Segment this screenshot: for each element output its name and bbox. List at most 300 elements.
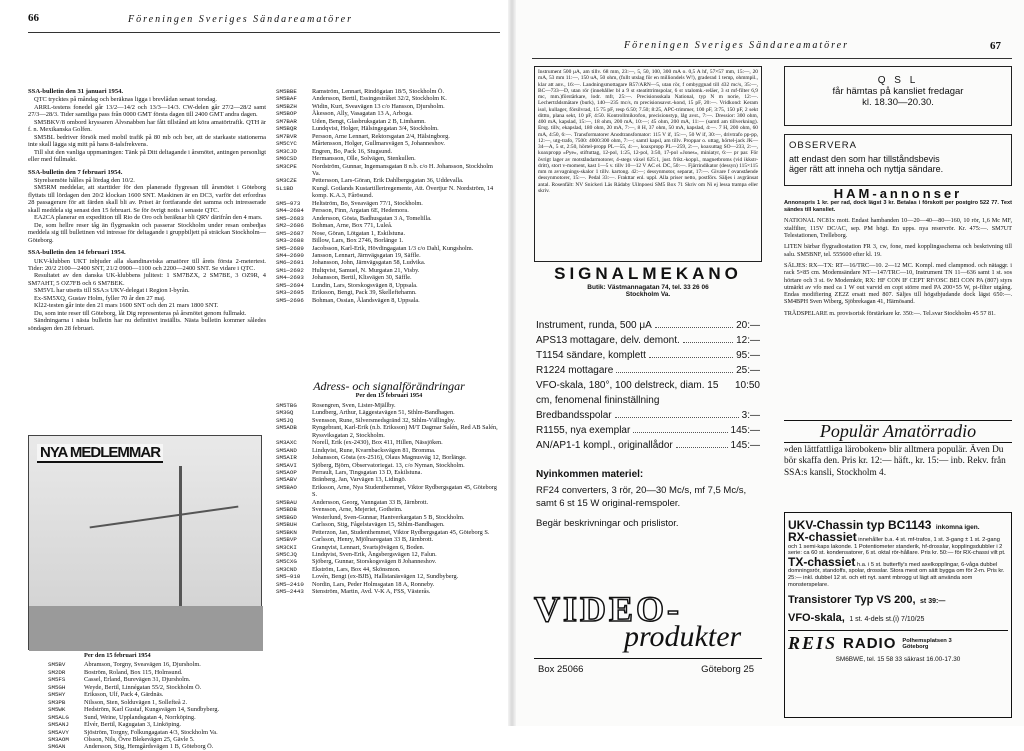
member-call: SM5BQR bbox=[276, 125, 297, 133]
price-leader bbox=[616, 363, 733, 373]
member-call: SM3CKI bbox=[276, 543, 297, 551]
member-row bbox=[276, 402, 502, 409]
member-text: Petterzon, Jan, Studenthemmet, Viktor Rydbergsgatan 45, Göteborg S. bbox=[312, 528, 490, 536]
member-row bbox=[276, 245, 502, 252]
bulletins-column bbox=[28, 88, 266, 428]
bulletin-paragraph: De, som hellre reser tåg än flygmaskin och passerar Stockholm under resan ombedjas meddela sig till bulletinen vid intresse för deltagande i gruppbiljett på sträckan Stockholm—Göteborg. bbox=[28, 221, 266, 244]
member-text: Jacobsson, Karl-Erik, Hövdingagatan 1/3 c/o Dahl, Kungsholm. bbox=[312, 244, 474, 252]
bulletin-paragraph: Kl22-testen går inte den 21 mars 1600 SNT och den 21 mars 1800 SNT. bbox=[34, 302, 219, 310]
observera-title: OBSERVERA bbox=[789, 140, 857, 151]
member-row bbox=[276, 581, 502, 588]
member-call: SM6CSD bbox=[276, 155, 297, 163]
price-row bbox=[536, 363, 760, 378]
member-text: Perrault, Lars, Tingsgatan 13 D, Eskilstuna. bbox=[312, 468, 423, 476]
member-row bbox=[276, 140, 502, 147]
member-row bbox=[276, 521, 502, 528]
members-list bbox=[276, 88, 502, 393]
ham-item: TRÅDSPELARE m. provisorisk förstärkare kr. 350:—. Tel.svar Stockholm 45 57 81. bbox=[784, 309, 996, 317]
member-call: SM7BAR bbox=[276, 117, 297, 125]
member-text: Heltström, Bo, Sveavägen 77/1, Stockholm. bbox=[312, 199, 423, 207]
member-call: SM3CPE bbox=[276, 162, 297, 170]
rx-chassi-title: RX-chassiet bbox=[788, 530, 857, 544]
price-leader bbox=[615, 408, 739, 418]
member-text: Widin, Kurt, Sveavägen 13 c/o Hansson, Djursholm. bbox=[312, 102, 445, 110]
member-call: SM5HY bbox=[48, 691, 66, 699]
price-value: 3:— bbox=[741, 410, 760, 421]
member-row bbox=[276, 177, 502, 184]
bulletin-paragraph: UKV-klubben UKT inbjuder alla skandinaviska amatörer till årets första 2-metertest. Tider: 20/2 2100—2400 SNT, 21/2 0900—1100 och 2200—2400 SNT. Se vidare i QTC. bbox=[28, 257, 266, 272]
bulletin-paragraph: Ex-SM5XQ, Gustav Holm, fyller 70 år den 27 maj. bbox=[34, 294, 166, 302]
price-value: 95:— bbox=[736, 350, 760, 361]
member-row bbox=[276, 469, 502, 476]
bulletin-paragraph: Resultatet av den danska UK-klubbens julitest: 1 SM7BZX, 2 SM7BE, 3 OZ9R, 4 SM7AHT, 5 OZ7FB och 6 SM7BEK. bbox=[28, 272, 266, 287]
antenna-wire bbox=[90, 506, 239, 529]
member-text: Eriksson, Bengt, Pack 39, Skelleftehamn. bbox=[312, 289, 417, 297]
member-row bbox=[276, 230, 502, 237]
member-row bbox=[276, 447, 502, 454]
member-text: Carlsson, Henry, Mjölnaregatan 33 B, Järnbrott. bbox=[312, 536, 434, 544]
member-row bbox=[276, 185, 502, 200]
member-text: Weyde, Bertil, Linnégatan 55/2, Stockholm Ö. bbox=[84, 683, 202, 691]
member-call: SM5—2687 bbox=[276, 229, 304, 237]
signalmekano-address: Butik: Västmannagatan 74, tel. 33 26 06 bbox=[587, 284, 709, 291]
member-call: SM5—973 bbox=[276, 199, 301, 207]
member-row bbox=[276, 148, 502, 155]
page-number-right: 67 bbox=[990, 40, 1001, 52]
price-row bbox=[536, 348, 760, 363]
member-row bbox=[276, 551, 502, 558]
member-row bbox=[276, 297, 502, 304]
member-call: SM6—2691 bbox=[276, 259, 304, 267]
member-text: Andersson, Georg, Vanngatan 33 B, Järnbrott. bbox=[312, 498, 429, 506]
price-leader bbox=[655, 318, 733, 328]
price-row bbox=[536, 378, 760, 408]
member-text: Ryngebrant, Karl-Erik (n.b. Eriksson) M/T Dagmar Salén, Red AB Salén, Ryssviksgatan 2, Stockholm. bbox=[312, 424, 498, 439]
member-call: SM5AOP bbox=[276, 468, 297, 476]
member-call: SM5BVP bbox=[276, 536, 297, 544]
member-call: SM5—2683 bbox=[276, 214, 304, 222]
member-text: Sjöberg, Björn, Observatoriegat. 13, c/o Nyman, Stockholm. bbox=[312, 461, 465, 469]
member-call: SM5AIR bbox=[276, 454, 297, 462]
member-call: SM5AVI bbox=[276, 461, 297, 469]
member-text: Boström, Roland, Box 115, Holmsund. bbox=[84, 668, 183, 676]
member-call: SM5—910 bbox=[276, 573, 301, 581]
member-call: SM4—2684 bbox=[276, 207, 304, 215]
right-page bbox=[512, 0, 1024, 726]
member-text: Lundin, Lars, Storskogsvägen 8, Uppsala. bbox=[312, 281, 418, 289]
member-row bbox=[276, 499, 502, 506]
member-call: SM5—2410 bbox=[276, 580, 304, 588]
member-row bbox=[276, 133, 502, 140]
ham-item: SÄLJES: RX—TX: RT—16/TRC—10. 2—12 MC. Kompl. med clampmod. och nätaggr. i rack 5×85 cm. Modemsändare NT—147/TRC—10, Instrument TN 11—636 samt 1 st. sos hörtare och 3 st. 6v Modemkör, RX: HF CON IF CEPT RF/OSC BEI CON PA (807) styrs utmärkt av vfo med ca 1 W out varvid en copt större med PA 200×55 W, pi-filter utgång. Endas modifiering ZE2Z ersatt med 807. Säljes till högstbjudande dock lägst 650:—. SM4BPH Sven Wiberg, Sjöbrekagan 41, Härnösand. bbox=[784, 261, 1012, 306]
member-text: Granqvist, Lennart, Svartsjövägen 6, Boden. bbox=[312, 543, 425, 551]
member-text: Eriksson, Arne, Nya Studenthemmet, Viktor Rydbergsgatan 45, Göteborg S. bbox=[312, 483, 497, 499]
member-row bbox=[276, 200, 502, 207]
member-row bbox=[48, 691, 280, 698]
qsl-title: Q S L bbox=[877, 75, 919, 86]
price-leader bbox=[676, 438, 728, 448]
member-text: Lindqvist, Rune, Kvarnbacksvägen 81, Bromma. bbox=[312, 446, 436, 454]
member-text: Rosengren, Sven, Lister-Mjällby. bbox=[312, 401, 396, 409]
member-call: SM1—2692 bbox=[276, 266, 304, 274]
member-call: SM2DR bbox=[48, 668, 66, 676]
price-item: R1224 mottagare bbox=[536, 365, 614, 376]
member-row bbox=[276, 118, 502, 125]
member-row bbox=[276, 237, 502, 244]
bulletin-title: SSA-bulletin den 14 februari 1954. bbox=[28, 249, 126, 257]
member-row bbox=[276, 536, 502, 543]
member-row bbox=[276, 588, 502, 595]
member-text: Carlsson, Stig, Fågelstavägen 15, Sthlm-Bandhagen. bbox=[312, 521, 445, 529]
member-text: Uden, Bengt, Glasbruksgatan 2 B, Limhamn. bbox=[312, 117, 426, 125]
price-row bbox=[536, 408, 760, 423]
member-text: Mårtensson, Holger, Gullmarsvägen 5, Johanneshov. bbox=[312, 140, 445, 148]
member-call: SM5GH bbox=[48, 683, 66, 691]
new-members-photo bbox=[28, 435, 262, 650]
popular-title: Populär Amatörradio bbox=[784, 420, 1012, 443]
member-text: Bohman, Ossian, Ålandsvägen 8, Uppsala. bbox=[312, 296, 420, 304]
ham-annonser bbox=[784, 186, 1012, 414]
bulletin-paragraph: SM5VL har utsetts till SSA:s UKV-delegat i Region I-byrån. bbox=[34, 287, 190, 295]
price-leader bbox=[683, 333, 733, 343]
news-heading: Nyinkommen materiel: bbox=[536, 469, 644, 480]
running-header-right: Föreningen Sveriges Sändareamatörer bbox=[624, 40, 849, 51]
member-call: SM4—2693 bbox=[276, 274, 304, 282]
member-text: Stenström, Martin, Avd. V-K A, FSS, Västerås. bbox=[312, 588, 431, 596]
member-row bbox=[276, 282, 502, 289]
qsl-ad bbox=[784, 66, 1012, 126]
member-call: SM5BAO bbox=[276, 483, 297, 491]
price-value: 12:— bbox=[736, 335, 760, 346]
price-value: 10:50 bbox=[734, 380, 760, 391]
bulletin-paragraph: ARRL-testens fonedel går 13/2—14/2 och 13/3—14/3. CW-delen går 27/2—28/2 samt 27/3—28/3. Tider samtliga pass från 0000 GMT första dagen till 2400 GMT andra dagen. bbox=[28, 103, 266, 119]
price-row bbox=[536, 333, 760, 348]
price-item: Instrument, runda, 500 μA bbox=[536, 320, 652, 331]
member-call: SM5BAF bbox=[276, 95, 297, 103]
price-value: 25:— bbox=[736, 365, 760, 376]
member-row bbox=[276, 267, 502, 274]
member-text: Engren, Bo, Pack 16, Stugsund. bbox=[312, 147, 393, 155]
member-text: Lundberg, Arthur, Läggestavägen 51, Sthlm-Bandhagen. bbox=[312, 409, 455, 417]
member-row bbox=[276, 259, 502, 266]
members2-list bbox=[48, 652, 280, 751]
member-row bbox=[48, 714, 280, 721]
member-call: SM5BUH bbox=[276, 521, 297, 529]
member-row bbox=[48, 721, 280, 728]
member-row bbox=[48, 676, 280, 683]
member-row bbox=[276, 125, 502, 132]
member-call: SM3CZE bbox=[276, 177, 297, 185]
member-text: Lundqvist, Holger, Hälsingegatan 3/4, Stockholm. bbox=[312, 125, 439, 133]
member-call: SM5ABV bbox=[276, 476, 297, 484]
bulletin-paragraph: Du, som inte reser till Göteborg, låt Dig representeras på årsmötet genom fullmakt. bbox=[34, 309, 247, 317]
member-text: Nordin, Lars, Peder Holmsgatan 18 A, Ronneby. bbox=[312, 580, 435, 588]
member-call: SM5BKN bbox=[276, 528, 297, 536]
video-logo: VIDEO- bbox=[534, 589, 683, 629]
signalmekano-name: SIGNALMEKANO bbox=[554, 264, 742, 283]
member-row bbox=[276, 573, 502, 580]
member-row bbox=[276, 222, 502, 229]
photo-banner: NYA MEDLEMMAR bbox=[37, 444, 163, 463]
price-item: T1154 sändare, komplett bbox=[536, 350, 646, 361]
ham-item: NATIONAL NC81x mott. Endast hambanden 10—20—40—80—160, 10 rör, 1,6 Mc MF, xtalfilter, 115V DC/AC, sep. PM högt. En upps. nya reservrör. Kr. 475:—. SM7UT Telestationen, Trelleborg. bbox=[784, 217, 1012, 240]
price-item: APS13 mottagare, delv. demont. bbox=[536, 335, 680, 346]
member-call: SM5—2694 bbox=[276, 281, 304, 289]
member-text: Jansson, Lennart, Järnvägsgatan 19, Säffle. bbox=[312, 251, 421, 259]
member-row bbox=[48, 729, 280, 736]
member-text: Sjöberg, Gunnar, Storskogsvägen 8 Johanneshov. bbox=[312, 558, 437, 566]
member-call: SM5—2696 bbox=[276, 296, 304, 304]
member-call: SM5BBE bbox=[276, 88, 297, 95]
header-rule bbox=[28, 32, 500, 33]
member-row bbox=[276, 417, 502, 424]
bulletin-paragraph: Styrelsemöte hålles på lördag den 10/2. bbox=[34, 176, 135, 184]
member-text: Norell, Erik (ex-2430), Box 411, Hillen, Nässjöken. bbox=[312, 439, 443, 447]
member-text: Nilsson, Sten, Solduvägen 1, Sollefteå 2. bbox=[84, 698, 188, 706]
member-row bbox=[276, 544, 502, 551]
signalmekano-ad bbox=[534, 264, 762, 312]
member-text: Hedström, Karl Gustaf, Kungsvägen 14, Sundbyberg. bbox=[84, 706, 220, 714]
member-call: SM3—2688 bbox=[276, 237, 304, 245]
member-row bbox=[276, 289, 502, 296]
video-produkter: produkter bbox=[624, 620, 742, 653]
price-leader bbox=[649, 348, 733, 358]
member-text: Svensson, Arne, Mejeriet, Gotheim. bbox=[312, 506, 403, 514]
member-text: Ramström, Lennart, Rindögatan 18/5, Stockholm Ö. bbox=[312, 88, 445, 95]
member-row bbox=[276, 88, 502, 95]
page-number-left: 66 bbox=[28, 12, 39, 24]
member-row bbox=[276, 409, 502, 416]
member-text: Andersson, Gösta, Badhusgatan 3 A, Tomelilla. bbox=[312, 214, 432, 222]
observera-line1: att endast den som har tillståndsbevis bbox=[789, 154, 940, 164]
bulletin-paragraph: SM5BL bedriver försök med mobil trafik på 80 mb och ber, att de starkaste stationerna inte skall lägga sig mitt på hans 8-talsfrekvens. bbox=[28, 133, 266, 149]
running-header-left: Föreningen Sveriges Sändareamatörer bbox=[128, 14, 353, 25]
member-text: Pettersson, Lars-Göran, Erik Dahlbergsgatan 36, Uddevalla. bbox=[312, 177, 464, 185]
instrument-ad: Instrument 500 μA, am tillv. 68 mm, 23:—, 5, 50, 100, 300 mA o. 0,5 A hf, 57×57 mm, 15:—, 20 mA, 53 mm 11:—, 150 uA, 50 ohm, (fullt utslag för en milliondels W!), graderad 1 temp, ohmmpil., klar att anv., 16:—. Landningsmottagare R57/ARN—5, utan rör, f ombyggnad till 432 mc/s, 35:—, BC—733—D, utan rör (innehåller bl a 9 st steatittrimspolar, 6 st xtalomk.-reläer, 3 st mf-filter 6,9 mc, mm.)förstärkare, lodr. mfr, 25:—. Precisionsskala National, typ N m norie, 12:—. Lechertrådsmätare (burk), 140—235 mc/s, m precisionsavst.-kond, 15 pF, 20:—. Vridkond: Keram isol, kullager, försilvrad, 15 75 pF, resp 6.50; 7.50; 8:25, APC-trimmer, 100 pF, 3:75, 150 pF, 2 sekt dittto, plana sekt, 10 pF, 4:50. Kontrollmikrofon, precisionstyp, låg avst., 7:—. Dressior: 300 ohm, 400 mA, kapslad, 15:—, 18 ohm, 200 mA, 10:—; 45 ohm, 200 mA, 11:— (samtl am tillverkning). Ersg. tillv, ekapslad, 180 ohm, 20 mA, 7:—, 8 H, 37 ohm, 50 mA, kapslad, 4:—. 7 H, 200 ohm, 60 mA, 4:50, 6:—. Transformatorer Anodtransfomator: 115 V if, 15:—, 50 W if, 30:—, drivtrafo pp-pp, 12:—, utg-trafo, 7500: 4000:300 ohm, 7:—; samtl kapsl, am tillv. Proppar o. uttag, hörtel-jack JK—34—A, 5 st, 2:50, hörtel-propp PL—55, 4:—, koaxpropp PL—259, 2:—, koaxuttag SO—233, 2:—, koaxpropp »Pye», stiftuttag, 12-pol, 1:25, 12-pol, 3:50, 17-pol »Jones», miniatyr, 6:— pr par. För övrigt lager av motståndarmotorer, 4-stegs växel 625:1, just. frikt.-koppl., magnetbroms (vid ikkstr-dritt), stort v-moment, kast 1—5 v. tillv 10—12 V AC el. DC, 50:—. Fjärrindikator (dessyn) 115×115 mm m avvagnings-skalor 1 tillv. kartong. 42:—; dessynmotor, separat, 17:—. Givare f ovanstående dessynmotorer, 15:—. Pedal 33:—. Frakttar enl. uppl. Alla priser netto, postförs. Säljes i avgränsat antal. Rosenfält: NV Snickeri Läs Rädaby Uilnpoesi SM5 Box 71 Skriv om Ni ej lessa trampa eller skriv. bbox=[534, 66, 762, 262]
member-call: SM5WK bbox=[48, 706, 66, 714]
member-call: SM5—2443 bbox=[276, 588, 304, 596]
bulletin-title: SSA-bulletin den 7 februari 1954. bbox=[28, 168, 123, 176]
changes-heading: Adress- och signalförändringar bbox=[313, 379, 465, 393]
member-text: Nordström, Gunnar, Ingemansgatan 8 n.b. c/o H. Johansson, Stockholm Va. bbox=[312, 162, 493, 177]
vfo-text: 1 st. 4-dels st.(i) 7/10/25 bbox=[849, 616, 925, 624]
member-row bbox=[276, 529, 502, 536]
ham-intro: Annonspris 1 kr. per rad, dock lägst 3 kr. Betalas i förskott per postgiro 522 77. Text sändes till kansliet. bbox=[784, 200, 1012, 213]
bulletin-paragraph: SM5BKV/8 ombord kryssaren Älvsnabben har fått tillstånd att köra amatörtrafik. QTH är f. n. Mexikanska Golfen. bbox=[28, 118, 266, 134]
transistor-title: Transistorer Typ VS 200, bbox=[788, 594, 916, 607]
member-call: SM5BZH bbox=[276, 102, 297, 110]
member-call: SM5AVY bbox=[48, 728, 69, 736]
member-text: Lovén, Bengt (ex-BJB), Hallstanäsvägen 12, Sundbyberg. bbox=[312, 573, 459, 581]
price-row bbox=[536, 423, 760, 438]
price-item: R1155, nya exemplar bbox=[536, 425, 631, 436]
member-row bbox=[48, 743, 280, 750]
reis-footer: SM6BWE, tel. 15 58 33 säkrast 16.00-17.30 bbox=[835, 656, 961, 664]
pricelist-request: Begär beskrivningar och prislistor. bbox=[536, 518, 679, 529]
tx-chassi-text: h.a. i 5 st. butterfly's med axelkopplingar, 6-våga dubbel domningsrör, standoffs, spolar, drosslar. Stora mest om sätt bygga om för 2-m. Pris kr. 25:— inkl. dubbel 12 st. och ett nyt. samt mbrogg ut lägt att använda som monsterspelare. bbox=[788, 561, 1005, 588]
member-row bbox=[276, 110, 502, 117]
member-text: Westerlund, Sven-Gunnar, Hantverkargatan 5 B, Stockholm. bbox=[312, 513, 465, 521]
member-call: SM4—2690 bbox=[276, 251, 304, 259]
transistor-price: st 39:— bbox=[920, 598, 946, 606]
member-row bbox=[276, 558, 502, 565]
member-call: SM5AND bbox=[276, 446, 297, 454]
member-text: Sund, Weine, Upplandsgatan 4, Norrköping. bbox=[84, 713, 196, 721]
tx-chassi-title: TX-chassiet bbox=[788, 554, 856, 569]
observera-line2: äger rätt att inneha och nyttja sändare. bbox=[789, 164, 944, 174]
member-call: SM2—2686 bbox=[276, 222, 304, 230]
member-text: Hermansson, Olle, Solvägen, Stenkullen. bbox=[312, 155, 416, 163]
price-item: AN/AP1-1 kompl., originallådor bbox=[536, 440, 673, 451]
video-ad bbox=[534, 590, 762, 690]
member-text: Elvér, Bertil, Kagugatan 3, Linköping. bbox=[84, 721, 181, 729]
popular-body: »den lättfattliga läroboken» blir alltmera populär. Även Du bör skaffa den. Pris kr. 12:— häft., kr. 15:— inb. Rekv. från SSA:s kansli, Stockholm 4. bbox=[784, 445, 1006, 478]
member-row bbox=[276, 566, 502, 573]
member-row bbox=[276, 207, 502, 214]
members2-date: Per den 15 februari 1954 bbox=[84, 652, 151, 659]
member-row bbox=[276, 95, 502, 102]
rx-chassi-text: innehåller b.a. 4 st. mf-trafos, 1 st. 3-gang ± 1 st. 2-gang och 1 semi-kaps lakonde. 1 Potentiometer standerik, hf-drosslar, kopplingsdubbler i 2 serie: ca 60 st. kondensatorer, 6 st. oktal rör-hållare. Pris kr. 50:— för RX-chassi vilt pt. bbox=[788, 537, 1006, 557]
member-call: SM5BV bbox=[48, 661, 66, 669]
ukv-title: UKV-Chassin typ BC1143 bbox=[788, 518, 932, 532]
member-row bbox=[48, 699, 280, 706]
member-call: SM5BAU bbox=[276, 498, 297, 506]
member-row bbox=[48, 684, 280, 691]
price-list-ad bbox=[534, 316, 762, 588]
book-gutter bbox=[508, 0, 516, 726]
reis-radio: RADIO bbox=[843, 635, 897, 653]
bulletin-paragraph: SM5RM meddelar, att starttider för den planerade flygresan till årsmötet i Göteborg flyttats till lördagen den 20/2 klockan 1600 SNT. Maskinen är en DC3, varför det erfordras 28 passagerare för att färden skall bli av. Priset är fortfarande det samma och intresserade skall meddela sig senast den 15 februari. Se för övrigt notis i senaste QTC. bbox=[28, 184, 266, 214]
video-rule bbox=[534, 658, 762, 659]
member-text: Andersson, Bertil, Essingestråket 32/2, Stockholm K. bbox=[312, 95, 447, 103]
member-text: Abramson, Torgny, Sveavägen 16, Djursholm. bbox=[84, 661, 201, 669]
member-call: SM5CXG bbox=[276, 558, 297, 566]
member-call: SM5ANJ bbox=[48, 721, 69, 729]
member-row bbox=[276, 454, 502, 461]
member-call: SM5BOP bbox=[276, 110, 297, 118]
member-row bbox=[276, 163, 502, 178]
reis-logo: REIS bbox=[788, 633, 838, 654]
bulletin-paragraph: QTC trycktes på måndag och beräknas ligga i brevlådan senast torsdag. bbox=[34, 96, 217, 104]
member-call: SM3AOM bbox=[48, 735, 69, 743]
reis-address: Polhemsplatsen 3 Göteborg bbox=[902, 637, 952, 650]
member-text: Billow, Lars, Box 2746, Borlänge 1. bbox=[312, 237, 404, 245]
member-row bbox=[276, 215, 502, 222]
member-row bbox=[48, 736, 280, 743]
bulletin-paragraph: Till slut den vanliga uppmaningen: Tänk på Ditt deltagande i årsmötet, antingen personligt eller med fullmakt. bbox=[28, 148, 266, 164]
member-call: SM5FS bbox=[48, 676, 66, 684]
member-text: Bohman, Arne, Box 771, Luleå. bbox=[312, 222, 393, 230]
observera-ad bbox=[784, 134, 1012, 186]
member-text: Bränberg, Jan, Varvägen 13, Lidingö. bbox=[312, 476, 407, 484]
popular-ad bbox=[784, 420, 1012, 502]
price-leader bbox=[633, 423, 727, 433]
member-row bbox=[276, 462, 502, 469]
vfo-title: VFO-skala, bbox=[788, 612, 845, 625]
ham-item: LITEN bärbar flygradiostation FR 3, cw, fone, med kopplingsschema och beskrivning till salu. SM5BNF, tel. 555600 efter kl. 19. bbox=[784, 243, 1012, 258]
member-text: Ekström, Lars, Box 44, Skönsmon. bbox=[312, 565, 401, 573]
price-item: VFO-skala, 180°, 100 delstreck, diam. 15 cm, fenomenal fininställning bbox=[536, 380, 719, 406]
changes-date: Per den 15 februari 1954 bbox=[355, 392, 423, 400]
member-text: Nose, Göran, Lötgatan 1, Eskilstuna. bbox=[312, 229, 406, 237]
price-row bbox=[536, 438, 760, 453]
price-value: 145:— bbox=[730, 440, 760, 451]
member-row bbox=[276, 155, 502, 162]
news-text: RF24 converters, 3 rör, 20—30 Mc/s, mf 7,5 Mc/s, samt 6 st 15 W original-remspoler. bbox=[536, 485, 747, 509]
member-call: SM7BVR bbox=[276, 132, 297, 140]
price-value: 20:— bbox=[736, 320, 760, 331]
member-text: Johansson, Bertil, Klisvägen 30, Säffle. bbox=[312, 274, 412, 282]
member-call: SM5BGD bbox=[276, 513, 297, 521]
member-text: Cassel, Erland, Burevägen 31, Djursholm. bbox=[84, 676, 191, 684]
member-row bbox=[276, 514, 502, 521]
member-text: Svensson, Rune, Silversmedsgränd 32, Sthlm-Vällingby. bbox=[312, 416, 456, 424]
member-row bbox=[48, 706, 280, 713]
qsl-line2: kl. 18.30—20.30. bbox=[862, 97, 934, 108]
price-row bbox=[536, 318, 760, 333]
member-call: SM5CYC bbox=[276, 140, 297, 148]
member-text: Johansson, John, Järnvägsgatan 58, Ludvika. bbox=[312, 259, 426, 267]
member-row bbox=[48, 669, 280, 676]
member-row bbox=[276, 424, 502, 439]
bulletin-paragraph: EA2CA planerar en expedition till Rio de Oro och beräknar bli QRV därifrån den 4 mars. bbox=[34, 214, 263, 222]
member-text: Johansson, Gösta (ex-2516), Olaus Magnusväg 12, Borlänge. bbox=[312, 454, 467, 462]
member-row bbox=[276, 274, 502, 281]
member-text: Kungl. Gotlands Kustartilleriregemente, Att. Övertjur N. Nordström, 14 komp. K.A.3, Fårösund. bbox=[312, 184, 494, 200]
member-row bbox=[276, 439, 502, 446]
ham-title: HAM-annonser bbox=[833, 186, 963, 201]
member-call: SM5TBG bbox=[276, 401, 297, 409]
member-text: Eriksson, Ulf, Pack 4, Gärdnäs. bbox=[84, 691, 164, 699]
member-row bbox=[276, 252, 502, 259]
member-call: SM5JQ bbox=[276, 416, 294, 424]
member-text: Lindqvist, Sven-Erik, Ängsbergsvägen 12, Falun. bbox=[312, 550, 437, 558]
member-call: SM3AXC bbox=[276, 439, 297, 447]
member-call: SM3GQ bbox=[276, 409, 294, 417]
member-call: SM3CND bbox=[276, 565, 297, 573]
member-call: SM6AN bbox=[48, 743, 66, 751]
rooftops bbox=[29, 606, 263, 651]
member-text: Sjöström, Torgny, Folkungagatan 4/3, Stockholm Va. bbox=[84, 728, 218, 736]
member-call: SM3PB bbox=[48, 698, 66, 706]
video-city: Göteborg 25 bbox=[701, 664, 754, 675]
member-text: Persson, Arne Lennart, Rektorsgatan 2/4, Hälsingborg. bbox=[312, 132, 450, 140]
member-text: Andersson, Stig, Hemgårdsvägen 1 B, Göteborg Ö. bbox=[84, 743, 214, 751]
member-call: SM5ALG bbox=[48, 713, 69, 721]
member-call: SM5—2689 bbox=[276, 244, 304, 252]
ukv-title-suffix: inkomna igen. bbox=[935, 524, 980, 531]
member-call: SM5CJQ bbox=[276, 550, 297, 558]
changes-list bbox=[276, 380, 502, 726]
member-text: Hultqvist, Samuel, N. Murgatan 21, Visby. bbox=[312, 266, 420, 274]
member-row bbox=[276, 506, 502, 513]
member-text: Åkesson, Ally, Vasagatan 13 A, Arboga. bbox=[312, 110, 413, 118]
header-rule-right bbox=[532, 58, 1012, 59]
member-text: Persson, Finn, Argatan 6E, Hedemora. bbox=[312, 207, 409, 215]
qsl-line1: får hämtas på kansliet fredagar bbox=[832, 86, 964, 97]
member-text: Olsson, Nils, Övre Blekevägen 25, Gävle 5. bbox=[84, 735, 195, 743]
price-value: 145:— bbox=[730, 425, 760, 436]
bulletin-paragraph: Sändningarna i nästa bulletin har nu definitivt inställts. Nästa bulletin kommer således söndagen den 28 februari. bbox=[28, 317, 266, 332]
bulletin-title: SSA-bulletin den 31 januari 1954. bbox=[28, 88, 124, 95]
price-item: Bredbandsspolar bbox=[536, 410, 612, 421]
member-call: SM3—2695 bbox=[276, 289, 304, 297]
member-row bbox=[276, 484, 502, 499]
ukv-ad bbox=[784, 512, 1012, 718]
member-call: SM3CJD bbox=[276, 147, 297, 155]
signalmekano-city: Stockholm Va. bbox=[625, 291, 671, 298]
video-box: Box 25066 bbox=[538, 664, 584, 675]
